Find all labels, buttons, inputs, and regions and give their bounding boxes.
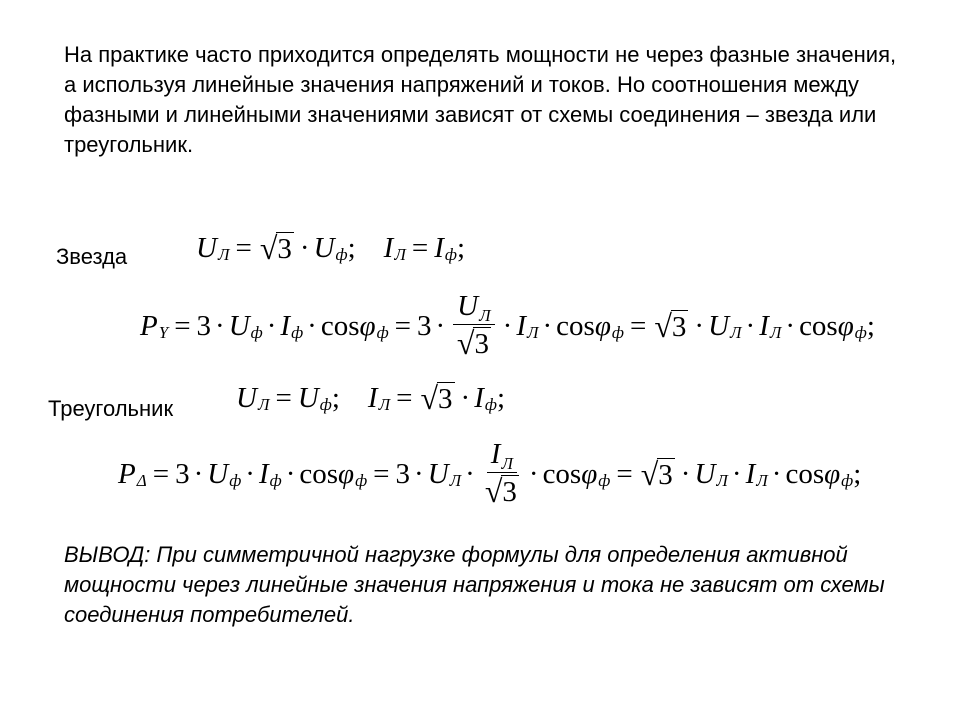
delta-voltage-current-formula: U $_Л$ = U $_ф$ ; I $_Л$ = √ 3 · I $_ф$ ; bbox=[236, 380, 506, 416]
star-voltage-current-formula: U $_Л$ = √ 3 · U $_ф$ ; I $_Л$ = I $_ф$ ; bbox=[196, 230, 466, 266]
delta-power-formula: P $_\Delta$ = 3 · U $_ф$ · I $_ф$ · cos φ $_ф$ = 3 · U $_Л$ · $I_Л$ √ 3 · cos φ $_ф$ = √ 3 · U $_Л$ · I $_Л$ · cos φ $_ф$ ; bbox=[118, 438, 862, 509]
conclusion-paragraph: ВЫВОД: При симметричной нагрузке формулы для определения активной мощности через линейные значения напряжения и тока не зависят от схемы соединения потребителей. bbox=[64, 542, 885, 627]
intro-paragraph: На практике часто приходится определять мощности не через фазные значения, а используя линейные значения напряжений и токов. Но соотношения между фазными и линейными значениями зависят от схемы соединения – звезда или треугольник. bbox=[64, 42, 897, 157]
star-label: Звезда bbox=[56, 244, 128, 269]
delta-label: Треугольник bbox=[48, 396, 174, 421]
star-power-formula: P $_Y$ = 3 · U $_ф$ · I $_ф$ · cos φ $_ф$ = 3 · $U_Л$ √ 3 · I $_Л$ · cos φ $_ф$ = √ 3 · U $_Л$ · I $_Л$ · cos φ $_ф$ ; bbox=[140, 290, 875, 361]
